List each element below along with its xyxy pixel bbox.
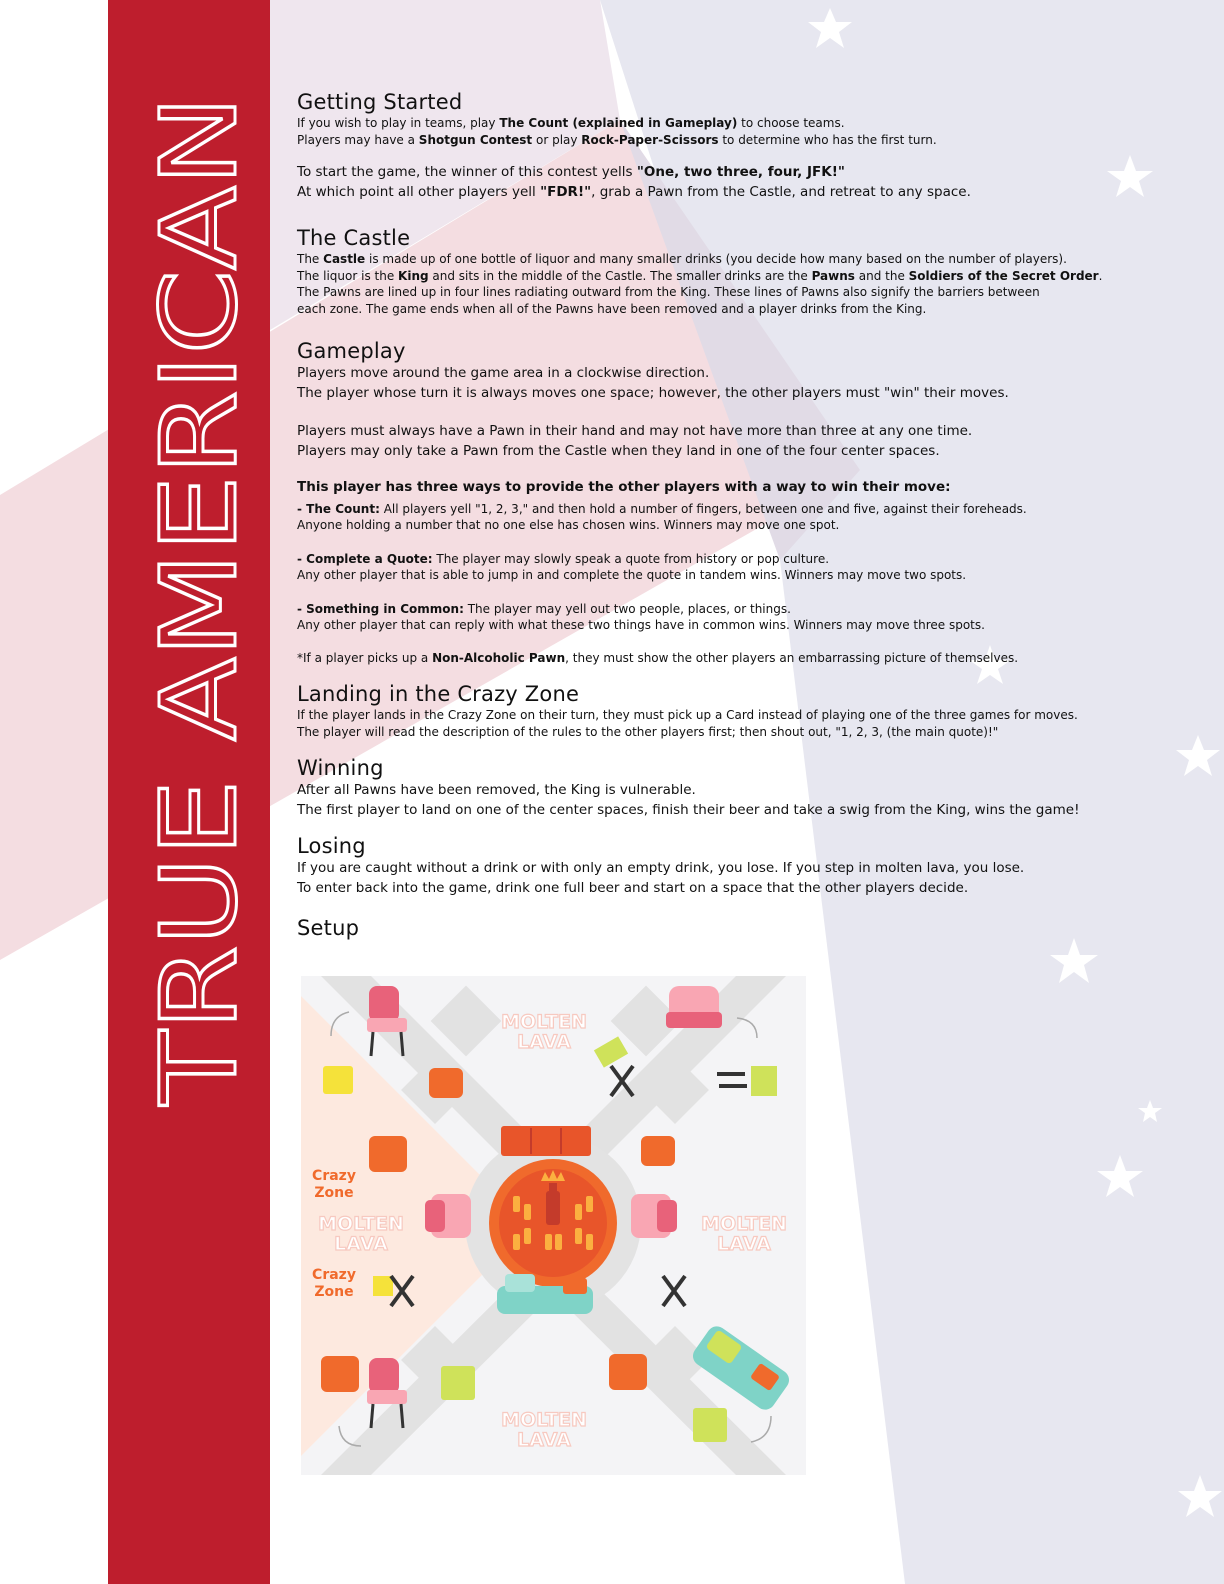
chair-bottom-left	[369, 1358, 399, 1394]
molten-lava-left-2: LAVA	[334, 1233, 388, 1255]
molten-lava-top-2: LAVA	[517, 1031, 571, 1053]
castle-line-4: each zone. The game ends when all of the Pawns have been removed and a player drinks from the King.	[297, 301, 927, 316]
the-count-line-2: Anyone holding a number that no one else has chosen wins. Winners may move one spot.	[297, 518, 840, 532]
castle-line-1: The Castle is made up of one bottle of liquor and many smaller drinks (you decide how many based on the number of players).	[297, 252, 1067, 266]
non-alcoholic-note: *If a player picks up a Non-Alcoholic Pawn, they must show the other players an embarrassing picture of themselves.	[297, 650, 1019, 665]
something-common-line-1: - Something in Common: The player may yell out two people, places, or things.	[297, 601, 791, 616]
crazy-zone-line-2: The player will read the description of the rules to the other players first; then shout out, "1, 2, 3, (the main quote)!"	[297, 724, 999, 739]
molten-lava-right-2: LAVA	[717, 1233, 771, 1255]
section-heading-castle: The Castle	[297, 226, 411, 250]
section-heading-getting-started: Getting Started	[297, 90, 463, 114]
the-count-line-1: - The Count: All players yell "1, 2, 3," and then hold a number of fingers, between one and five, against their foreheads.	[297, 501, 1027, 516]
getting-started-line-1: If you wish to play in teams, play The Count (explained in Gameplay) to choose teams.	[297, 116, 845, 130]
crazy-zone-label-2b: Zone	[314, 1284, 354, 1300]
getting-started-line-4: At which point all other players yell "FDR!", grab a Pawn from the Castle, and retreat to any space.	[297, 183, 971, 200]
gameplay-line-1: Players move around the game area in a clockwise direction.	[297, 365, 710, 381]
winning-line-1: After all Pawns have been removed, the King is vulnerable.	[297, 782, 696, 798]
setup-board-diagram	[301, 976, 806, 1475]
losing-line-1: If you are caught without a drink or with only an empty drink, you lose. If you step in molten lava, you lose.	[297, 860, 1025, 876]
molten-lava-top-1: MOLTEN	[501, 1011, 587, 1033]
gameplay-ways-heading: This player has three ways to provide the other players with a way to win their move:	[297, 479, 951, 495]
getting-started-line-2: Players may have a Shotgun Contest or play Rock-Paper-Scissors to determine who has the first turn.	[297, 132, 937, 147]
molten-lava-right-1: MOLTEN	[701, 1213, 787, 1235]
losing-line-2: To enter back into the game, drink one full beer and start on a space that the other players decide.	[297, 879, 969, 896]
molten-lava-left-1: MOLTEN	[318, 1213, 404, 1235]
something-common-line-2: Any other player that can reply with what these two things have in common wins. Winners may move three spots.	[297, 618, 985, 632]
crazy-zone-label-1b: Zone	[314, 1185, 354, 1201]
crazy-zone-label-2a: Crazy	[312, 1267, 356, 1283]
crazy-zone-label-1a: Crazy	[312, 1168, 356, 1184]
gameplay-line-2: The player whose turn it is always moves one space; however, the other players must "win" their moves.	[297, 384, 1009, 401]
section-heading-gameplay: Gameplay	[297, 339, 406, 363]
section-heading-crazy-zone: Landing in the Crazy Zone	[297, 682, 580, 706]
section-heading-losing: Losing	[297, 834, 366, 858]
chair-top-left	[369, 986, 399, 1022]
gameplay-line-4: Players may only take a Pawn from the Castle when they land in one of the four center spaces.	[297, 442, 940, 459]
molten-lava-bottom-2: LAVA	[517, 1429, 571, 1451]
section-heading-winning: Winning	[297, 756, 384, 780]
gameplay-line-3: Players must always have a Pawn in their hand and may not have more than three at any one time.	[297, 423, 973, 439]
complete-quote-line-2: Any other player that is able to jump in and complete the quote in tandem wins. Winners may move two spots.	[297, 568, 967, 582]
lime-stool	[323, 1066, 353, 1094]
section-heading-setup: Setup	[297, 916, 360, 940]
getting-started-line-3: To start the game, the winner of this contest yells "One, two three, four, JFK!"	[297, 164, 845, 180]
molten-lava-bottom-1: MOLTEN	[501, 1409, 587, 1431]
rules-content	[297, 90, 1197, 941]
winning-line-2: The first player to land on one of the center spaces, finish their beer and take a swig from the King, wins the game!	[297, 801, 1080, 818]
crazy-zone-line-1: If the player lands in the Crazy Zone on their turn, they must pick up a Card instead of playing one of the three games for moves.	[297, 708, 1078, 722]
castle-line-2: The liquor is the King and sits in the middle of the Castle. The smaller drinks are the Pawns and the Soldiers of the Secret Order.	[297, 268, 1103, 283]
complete-quote-line-1: - Complete a Quote: The player may slowly speak a quote from history or pop culture.	[297, 551, 830, 566]
castle-line-3: The Pawns are lined up in four lines radiating outward from the King. These lines of Pawns also signify the barriers between	[297, 285, 1040, 299]
sidebar-title: TRUE AMERICAN	[138, 243, 260, 1106]
sidebar-title-svg	[108, 0, 270, 1584]
sideboard	[501, 1126, 591, 1156]
